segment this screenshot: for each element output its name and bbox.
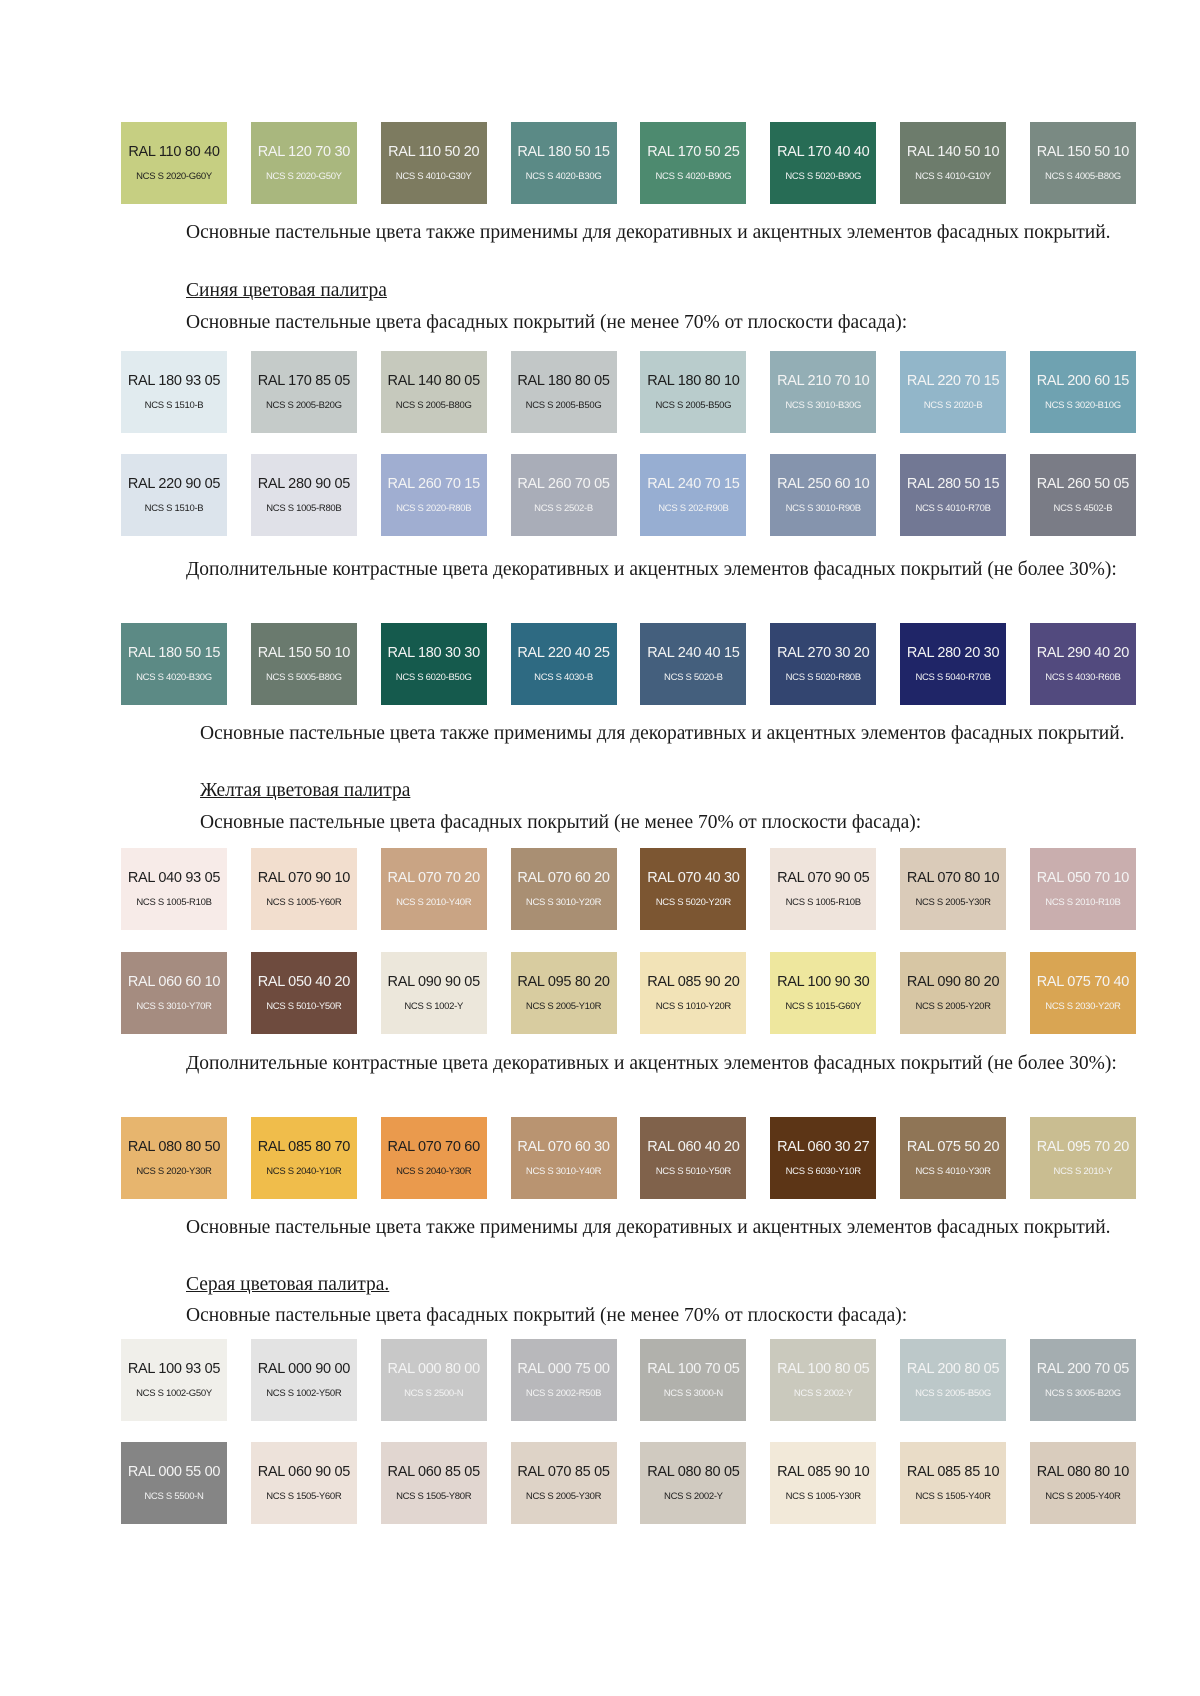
ncs-code: NCS S 4020-B90G <box>655 170 732 182</box>
ncs-code: NCS S 1005-R10B <box>136 896 212 908</box>
ral-code: RAL 140 80 05 <box>387 372 480 389</box>
ral-code: RAL 260 50 05 <box>1036 475 1130 492</box>
ral-code: RAL 085 85 10 <box>906 1463 1000 1480</box>
color-swatch <box>121 848 227 930</box>
blue-extra-paragraph <box>114 557 1145 582</box>
color-swatch <box>381 952 487 1034</box>
yellow-main-colors-caption: Основные пастельные цвета фасадных покрытий (не менее 70% от плоскости фасада): <box>200 812 922 833</box>
color-swatch <box>511 952 617 1034</box>
ncs-code: NCS S 1002-G50Y <box>136 1387 212 1399</box>
ncs-code: NCS S 2040-Y10R <box>266 1165 342 1177</box>
blue-main-colors-caption: Основные пастельные цвета фасадных покрытий (не менее 70% от плоскости фасада): <box>186 312 908 333</box>
color-swatch <box>511 848 617 930</box>
ncs-code: NCS S 2010-Y40R <box>396 896 472 908</box>
ncs-code: NCS S 1010-Y20R <box>655 1000 731 1012</box>
swatch-row-blue-pastel-2 <box>121 454 1136 536</box>
ral-code: RAL 085 90 10 <box>777 1463 870 1480</box>
ral-code: RAL 040 93 05 <box>127 869 221 886</box>
color-swatch <box>251 1117 357 1199</box>
blue-palette-heading: Синяя цветовая палитра <box>186 280 387 301</box>
ncs-code: NCS S 6030-Y10R <box>785 1165 861 1177</box>
color-swatch <box>770 1117 876 1199</box>
color-swatch <box>770 351 876 433</box>
color-swatch <box>511 454 617 536</box>
ncs-code: NCS S 3005-B20G <box>1045 1387 1121 1399</box>
ral-code: RAL 200 60 15 <box>1036 372 1130 389</box>
ncs-code: NCS S 2030-Y20R <box>1045 1000 1121 1012</box>
ncs-code: NCS S 1005-Y60R <box>266 896 342 908</box>
ral-code: RAL 170 50 25 <box>647 143 740 160</box>
color-swatch <box>381 1339 487 1421</box>
swatch-row-grey-pastel-1 <box>121 1339 1136 1421</box>
color-swatch <box>900 1442 1006 1524</box>
color-swatch <box>1030 848 1136 930</box>
color-swatch <box>511 351 617 433</box>
ral-code: RAL 280 50 15 <box>906 475 1000 492</box>
ncs-code: NCS S 2500-N <box>404 1387 464 1399</box>
ral-code: RAL 150 50 10 <box>1036 143 1130 160</box>
yellow-palette-heading: Желтая цветовая палитра <box>200 780 411 801</box>
color-swatch <box>511 1117 617 1199</box>
color-swatch <box>640 1339 746 1421</box>
color-swatch <box>121 623 227 705</box>
ncs-code: NCS S 5020-B90G <box>785 170 862 182</box>
swatch-row-yellow-contrast <box>121 1117 1136 1199</box>
color-swatch <box>770 623 876 705</box>
ral-code: RAL 200 80 05 <box>906 1360 1000 1377</box>
ncs-code: NCS S 2002-Y <box>664 1490 723 1502</box>
ncs-code: NCS S 2020-G50Y <box>265 170 342 182</box>
ral-code: RAL 060 30 27 <box>777 1138 870 1155</box>
ncs-code: NCS S 2005-B50G <box>655 399 732 411</box>
color-swatch <box>770 952 876 1034</box>
color-swatch <box>511 623 617 705</box>
color-swatch <box>770 1442 876 1524</box>
ncs-code: NCS S 2005-Y30R <box>915 896 991 908</box>
ncs-code: NCS S 2502-B <box>534 502 593 514</box>
ncs-code: NCS S 5020-R80B <box>785 671 861 683</box>
color-swatch <box>381 623 487 705</box>
ncs-code: NCS S 4030-B <box>534 671 593 683</box>
color-swatch <box>251 351 357 433</box>
ral-code: RAL 060 85 05 <box>387 1463 480 1480</box>
swatch-row-yellow-pastel-1 <box>121 848 1136 930</box>
color-swatch <box>381 1117 487 1199</box>
ral-code: RAL 290 40 20 <box>1036 644 1130 661</box>
swatch-row-grey-pastel-2 <box>121 1442 1136 1524</box>
color-swatch <box>640 454 746 536</box>
ncs-code: NCS S 2020-B <box>923 399 983 411</box>
ral-code: RAL 090 80 20 <box>906 973 1000 990</box>
color-swatch <box>770 122 876 204</box>
color-swatch <box>251 1339 357 1421</box>
swatch-row-blue-pastel-1 <box>121 351 1136 433</box>
ncs-code: NCS S 3000-N <box>663 1387 723 1399</box>
ral-code: RAL 280 20 30 <box>906 644 1000 661</box>
ral-code: RAL 070 70 60 <box>387 1138 480 1155</box>
ral-code: RAL 060 40 20 <box>647 1138 740 1155</box>
color-swatch <box>381 1442 487 1524</box>
color-swatch <box>121 1442 227 1524</box>
ncs-code: NCS S 3010-Y70R <box>136 1000 212 1012</box>
ral-code: RAL 070 40 30 <box>647 869 740 886</box>
ral-code: RAL 270 30 20 <box>777 644 870 661</box>
note-text-3: Основные пастельные цвета также применимы для декоративных и акцентных элементов фасадных покрытий. <box>186 1217 1111 1238</box>
color-swatch <box>640 122 746 204</box>
ral-code: RAL 075 50 20 <box>906 1138 1000 1155</box>
ncs-code: NCS S 2005-Y10R <box>525 1000 602 1012</box>
ncs-code: NCS S 5020-Y20R <box>655 896 731 908</box>
ncs-code: NCS S 1005-R80B <box>266 502 342 514</box>
color-swatch <box>251 122 357 204</box>
ncs-code: NCS S 2005-Y40R <box>1045 1490 1121 1502</box>
color-swatch <box>381 122 487 204</box>
ncs-code: NCS S 4005-B80G <box>1045 170 1121 182</box>
ncs-code: NCS S 4502-B <box>1053 502 1113 514</box>
color-swatch <box>1030 1442 1136 1524</box>
ncs-code: NCS S 4010-G10Y <box>915 170 991 182</box>
ral-code: RAL 180 93 05 <box>127 372 221 389</box>
note-paragraph-1 <box>114 220 1145 245</box>
ncs-code: NCS S 5010-Y50R <box>266 1000 342 1012</box>
color-swatch <box>381 351 487 433</box>
ral-code: RAL 080 80 05 <box>647 1463 740 1480</box>
ncs-code: NCS S 5020-B <box>664 671 723 683</box>
color-swatch <box>381 848 487 930</box>
color-swatch <box>251 1442 357 1524</box>
color-swatch <box>1030 454 1136 536</box>
color-swatch <box>251 454 357 536</box>
ral-code: RAL 220 40 25 <box>517 644 610 661</box>
color-swatch <box>640 1117 746 1199</box>
ral-code: RAL 085 80 70 <box>257 1138 350 1155</box>
ncs-code: NCS S 2005-Y30R <box>525 1490 602 1502</box>
ncs-code: NCS S 1510-B <box>144 399 204 411</box>
ncs-code: NCS S 3010-Y20R <box>525 896 602 908</box>
ral-code: RAL 090 90 05 <box>387 973 480 990</box>
note-text-2: Основные пастельные цвета также применимы для декоративных и акцентных элементов фасадных покрытий. <box>200 723 1125 744</box>
ral-code: RAL 070 60 30 <box>517 1138 610 1155</box>
color-swatch <box>1030 351 1136 433</box>
color-swatch <box>900 454 1006 536</box>
color-swatch <box>1030 1339 1136 1421</box>
ral-code: RAL 080 80 50 <box>127 1138 221 1155</box>
ral-code: RAL 100 93 05 <box>127 1360 221 1377</box>
ral-code: RAL 110 80 40 <box>128 143 220 160</box>
ncs-code: NCS S 1002-Y <box>404 1000 464 1012</box>
ral-code: RAL 060 60 10 <box>127 973 221 990</box>
note-paragraph-3 <box>114 1215 1145 1240</box>
ral-code: RAL 260 70 15 <box>387 475 480 492</box>
ncs-code: NCS S 4010-Y30R <box>915 1165 991 1177</box>
ral-code: RAL 000 90 00 <box>257 1360 350 1377</box>
ncs-code: NCS S 1505-Y60R <box>266 1490 342 1502</box>
color-swatch <box>900 1339 1006 1421</box>
color-swatch <box>1030 122 1136 204</box>
ral-code: RAL 100 90 30 <box>777 973 870 990</box>
grey-main-colors-caption: Основные пастельные цвета фасадных покрытий (не менее 70% от плоскости фасада): <box>186 1305 908 1326</box>
ral-code: RAL 100 80 05 <box>777 1360 870 1377</box>
ral-code: RAL 180 50 15 <box>127 644 221 661</box>
ral-code: RAL 250 60 10 <box>777 475 870 492</box>
color-swatch <box>770 848 876 930</box>
ncs-code: NCS S 2005-B50G <box>525 399 602 411</box>
color-swatch <box>640 848 746 930</box>
ncs-code: NCS S 5005-B80G <box>265 671 342 683</box>
color-swatch <box>251 623 357 705</box>
ral-code: RAL 180 30 30 <box>387 644 480 661</box>
ral-code: RAL 070 85 05 <box>517 1463 610 1480</box>
color-swatch <box>770 1339 876 1421</box>
color-swatch <box>900 1117 1006 1199</box>
color-swatch <box>900 623 1006 705</box>
ral-code: RAL 220 70 15 <box>906 372 1000 389</box>
ncs-code: NCS S 1005-Y30R <box>785 1490 861 1502</box>
ral-code: RAL 070 60 20 <box>517 869 610 886</box>
ncs-code: NCS S 1505-Y80R <box>396 1490 472 1502</box>
ral-code: RAL 240 40 15 <box>647 644 740 661</box>
ncs-code: NCS S 2010-R10B <box>1045 896 1121 908</box>
ncs-code: NCS S 2005-B50G <box>915 1387 991 1399</box>
color-swatch <box>900 848 1006 930</box>
ral-code: RAL 100 70 05 <box>647 1360 740 1377</box>
ral-code: RAL 210 70 10 <box>777 372 870 389</box>
ral-code: RAL 180 80 05 <box>517 372 610 389</box>
ral-code: RAL 050 40 20 <box>257 973 350 990</box>
swatch-row-blue-contrast <box>121 623 1136 705</box>
color-swatch <box>121 122 227 204</box>
ral-code: RAL 095 80 20 <box>517 973 610 990</box>
ncs-code: NCS S 4030-R60B <box>1045 671 1121 683</box>
color-swatch <box>900 122 1006 204</box>
ncs-code: NCS S 4020-B30G <box>136 671 212 683</box>
ral-code: RAL 070 90 10 <box>257 869 350 886</box>
ncs-code: NCS S 2005-B80G <box>395 399 472 411</box>
ncs-code: NCS S 2005-B20G <box>265 399 342 411</box>
color-swatch <box>640 952 746 1034</box>
ral-code: RAL 000 80 00 <box>387 1360 480 1377</box>
ncs-code: NCS S 1015-G60Y <box>785 1000 862 1012</box>
ral-code: RAL 280 90 05 <box>257 475 350 492</box>
ncs-code: NCS S 3010-Y40R <box>525 1165 602 1177</box>
ral-code: RAL 170 40 40 <box>777 143 870 160</box>
color-swatch <box>640 623 746 705</box>
ncs-code: NCS S 3010-B30G <box>785 399 862 411</box>
ral-code: RAL 085 90 20 <box>647 973 740 990</box>
color-swatch <box>770 454 876 536</box>
color-swatch <box>381 454 487 536</box>
color-swatch <box>121 351 227 433</box>
ncs-code: NCS S 2002-R50B <box>525 1387 602 1399</box>
color-swatch <box>1030 1117 1136 1199</box>
color-swatch <box>900 351 1006 433</box>
color-swatch <box>121 1339 227 1421</box>
ral-code: RAL 000 75 00 <box>517 1360 610 1377</box>
ral-code: RAL 070 80 10 <box>906 869 1000 886</box>
color-swatch <box>251 848 357 930</box>
blue-extra-text: Дополнительные контрастные цвета декоративных и акцентных элементов фасадных покрытий (не более 30%): <box>186 559 1117 580</box>
color-swatch <box>511 122 617 204</box>
ral-code: RAL 260 70 05 <box>517 475 610 492</box>
color-swatch <box>121 454 227 536</box>
note-text-1: Основные пастельные цвета также применимы для декоративных и акцентных элементов фасадных покрытий. <box>186 222 1111 243</box>
ncs-code: NCS S 6020-B50G <box>395 671 472 683</box>
color-swatch <box>1030 952 1136 1034</box>
ncs-code: NCS S 2020-R80B <box>396 502 472 514</box>
ncs-code: NCS S 4010-R70B <box>915 502 991 514</box>
color-swatch <box>1030 623 1136 705</box>
ncs-code: NCS S 3020-B10G <box>1045 399 1121 411</box>
ncs-code: NCS S 1510-B <box>144 502 204 514</box>
ncs-code: NCS S 3010-R90B <box>785 502 861 514</box>
ral-code: RAL 060 90 05 <box>257 1463 350 1480</box>
ncs-code: NCS S 2020-Y30R <box>136 1165 212 1177</box>
ral-code: RAL 200 70 05 <box>1036 1360 1130 1377</box>
ral-code: RAL 050 70 10 <box>1036 869 1130 886</box>
ral-code: RAL 150 50 10 <box>257 644 350 661</box>
color-swatch <box>640 1442 746 1524</box>
ncs-code: NCS S 2020-G60Y <box>136 170 212 182</box>
color-swatch <box>121 1117 227 1199</box>
ncs-code: NCS S 4010-G30Y <box>395 170 472 182</box>
ral-code: RAL 080 80 10 <box>1036 1463 1130 1480</box>
swatch-row-yellow-pastel-2 <box>121 952 1136 1034</box>
color-swatch <box>511 1442 617 1524</box>
ncs-code: NCS S 4020-B30G <box>525 170 602 182</box>
ral-code: RAL 180 50 15 <box>517 143 610 160</box>
ncs-code: NCS S 2005-Y20R <box>915 1000 991 1012</box>
ral-code: RAL 180 80 10 <box>647 372 740 389</box>
ral-code: RAL 110 50 20 <box>388 143 480 160</box>
ncs-code: NCS S 1005-R10B <box>785 896 861 908</box>
ral-code: RAL 120 70 30 <box>257 143 350 160</box>
ral-code: RAL 075 70 40 <box>1036 973 1130 990</box>
ncs-code: NCS S 5040-R70B <box>915 671 991 683</box>
grey-palette-heading: Серая цветовая палитра. <box>186 1274 390 1295</box>
yellow-extra-paragraph <box>114 1051 1145 1076</box>
ncs-code: NCS S 202-R90B <box>658 502 729 514</box>
ral-code: RAL 070 70 20 <box>387 869 480 886</box>
ral-code: RAL 000 55 00 <box>127 1463 221 1480</box>
color-swatch <box>121 952 227 1034</box>
ral-code: RAL 170 85 05 <box>257 372 350 389</box>
ncs-code: NCS S 5010-Y50R <box>655 1165 731 1177</box>
color-swatch <box>511 1339 617 1421</box>
ncs-code: NCS S 2040-Y30R <box>396 1165 472 1177</box>
ncs-code: NCS S 2010-Y <box>1053 1165 1113 1177</box>
ncs-code: NCS S 2002-Y <box>793 1387 853 1399</box>
yellow-extra-text: Дополнительные контрастные цвета декоративных и акцентных элементов фасадных покрытий (не более 30%): <box>186 1053 1117 1074</box>
color-swatch <box>251 952 357 1034</box>
ral-code: RAL 140 50 10 <box>906 143 1000 160</box>
ral-code: RAL 240 70 15 <box>647 475 740 492</box>
ral-code: RAL 070 90 05 <box>777 869 870 886</box>
ncs-code: NCS S 1505-Y40R <box>915 1490 991 1502</box>
color-swatch <box>640 351 746 433</box>
ncs-code: NCS S 1002-Y50R <box>266 1387 342 1399</box>
color-swatch <box>900 952 1006 1034</box>
ral-code: RAL 095 70 20 <box>1036 1138 1130 1155</box>
ncs-code: NCS S 5500-N <box>144 1490 204 1502</box>
note-paragraph-2 <box>114 721 1145 746</box>
swatch-row-green-extra <box>121 122 1136 204</box>
ral-code: RAL 220 90 05 <box>127 475 221 492</box>
